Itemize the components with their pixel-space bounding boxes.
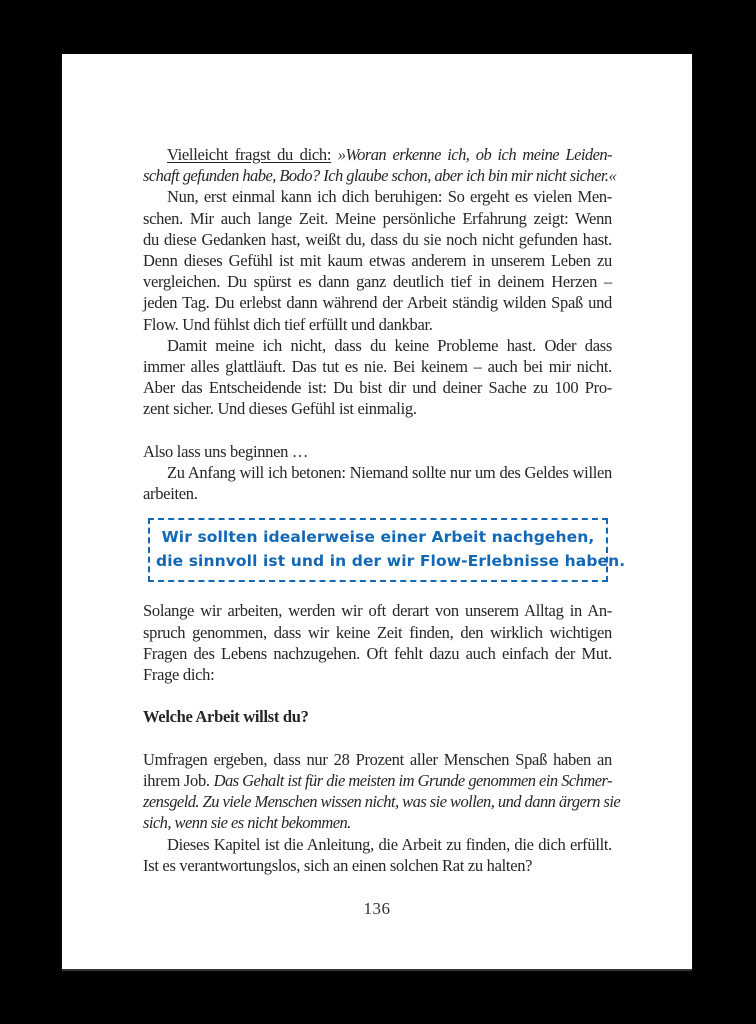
italic-segment: zensgeld. Zu viele Menschen wissen nicht, was sie wollen, und dann ärgern sie [143, 792, 621, 812]
text-line: Aber das Entscheidende ist: Du bist dir und deiner Sache zu 100 Pro- [143, 378, 612, 398]
text-line: Denn dieses Gefühl ist mit kaum etwas anderem in unserem Leben zu [143, 251, 612, 271]
text-line: Damit meine ich nicht, dass du keine Probleme hast. Oder dass [167, 335, 612, 355]
text-line: Zu Anfang will ich betonen: Niemand sollte nur um des Geldes willen [167, 463, 612, 483]
blank-line [143, 685, 612, 706]
text-line [143, 791, 621, 812]
quote-italic: »Woran erkenne ich, ob ich meine Leiden- [337, 145, 613, 164]
roman-segment: ihrem Job. [143, 771, 210, 791]
text-line: vergleichen. Du spürst es dann ganz deutlich tief in deinem Herzen – [143, 272, 612, 292]
blank-line [143, 728, 612, 749]
text-line: jeden Tag. Du erlebst dann während der Arbeit ständig wilden Spaß und [143, 293, 612, 313]
text-line: Flow. Und fühlst dich tief erfüllt und dankbar. [143, 314, 433, 334]
text-line: arbeiten. [143, 484, 198, 504]
text-line [143, 812, 612, 833]
text-line [143, 770, 612, 791]
text-line: Fragen des Lebens nachzugehen. Oft fehlt dazu auch einfach der Mut. [143, 643, 612, 663]
text-line: immer alles glattläuft. Das tut es nie. Bei keinem – auch bei mir nicht. [143, 357, 612, 377]
callout-box [148, 518, 626, 582]
lead-in-underlined: Vielleicht fragst du dich: [167, 145, 332, 164]
text-line: zent sicher. Und dieses Gefühl ist einmalig. [143, 399, 417, 419]
italic-segment: Das Gehalt ist für die meisten im Grunde genommen ein Schmer- [213, 771, 612, 791]
text-line [143, 165, 617, 186]
text-line: Nun, erst einmal kann ich dich beruhigen: So ergeht es vielen Men- [167, 187, 612, 207]
blank-line [143, 420, 612, 441]
book-page [62, 54, 692, 969]
text-line: schen. Mir auch lange Zeit. Meine persönliche Erfahrung zeigt: Wenn [143, 208, 612, 228]
text-line: Also lass uns beginnen … [143, 441, 309, 461]
callout-text: Wir sollten idealerweise einer Arbeit nachgehen, [161, 528, 595, 547]
text-line: Frage dich: [143, 665, 215, 685]
text-line: du diese Gedanken hast, weißt du, dass du sie noch nicht gefunden hast. [143, 229, 612, 249]
text-line: spruch genommen, dass wir keine Zeit finden, den wirklich wichtigen [143, 622, 612, 642]
text-line: Dieses Kapitel ist die Anleitung, die Arbeit zu finden, die dich erfüllt. [167, 834, 612, 854]
text-line [143, 144, 612, 165]
page-number: 136 [363, 899, 391, 918]
section-heading: Welche Arbeit willst du? [143, 707, 309, 727]
text-line: Umfragen ergeben, dass nur 28 Prozent aller Menschen Spaß haben an [143, 749, 612, 769]
quote-italic: schaft gefunden habe, Bodo? Ich glaube schon, aber ich bin mir nicht sicher.« [143, 166, 617, 186]
italic-segment: sich, wenn sie es nicht bekommen. [143, 813, 351, 833]
callout-text: die sinnvoll ist und in der wir Flow-Erlebnisse haben. [156, 552, 626, 571]
text-line: Ist es verantwortungslos, sich an einen solchen Rat zu halten? [143, 855, 533, 875]
text-line: Solange wir arbeiten, werden wir oft derart von unserem Alltag in An- [143, 601, 612, 621]
text-column [143, 144, 626, 876]
